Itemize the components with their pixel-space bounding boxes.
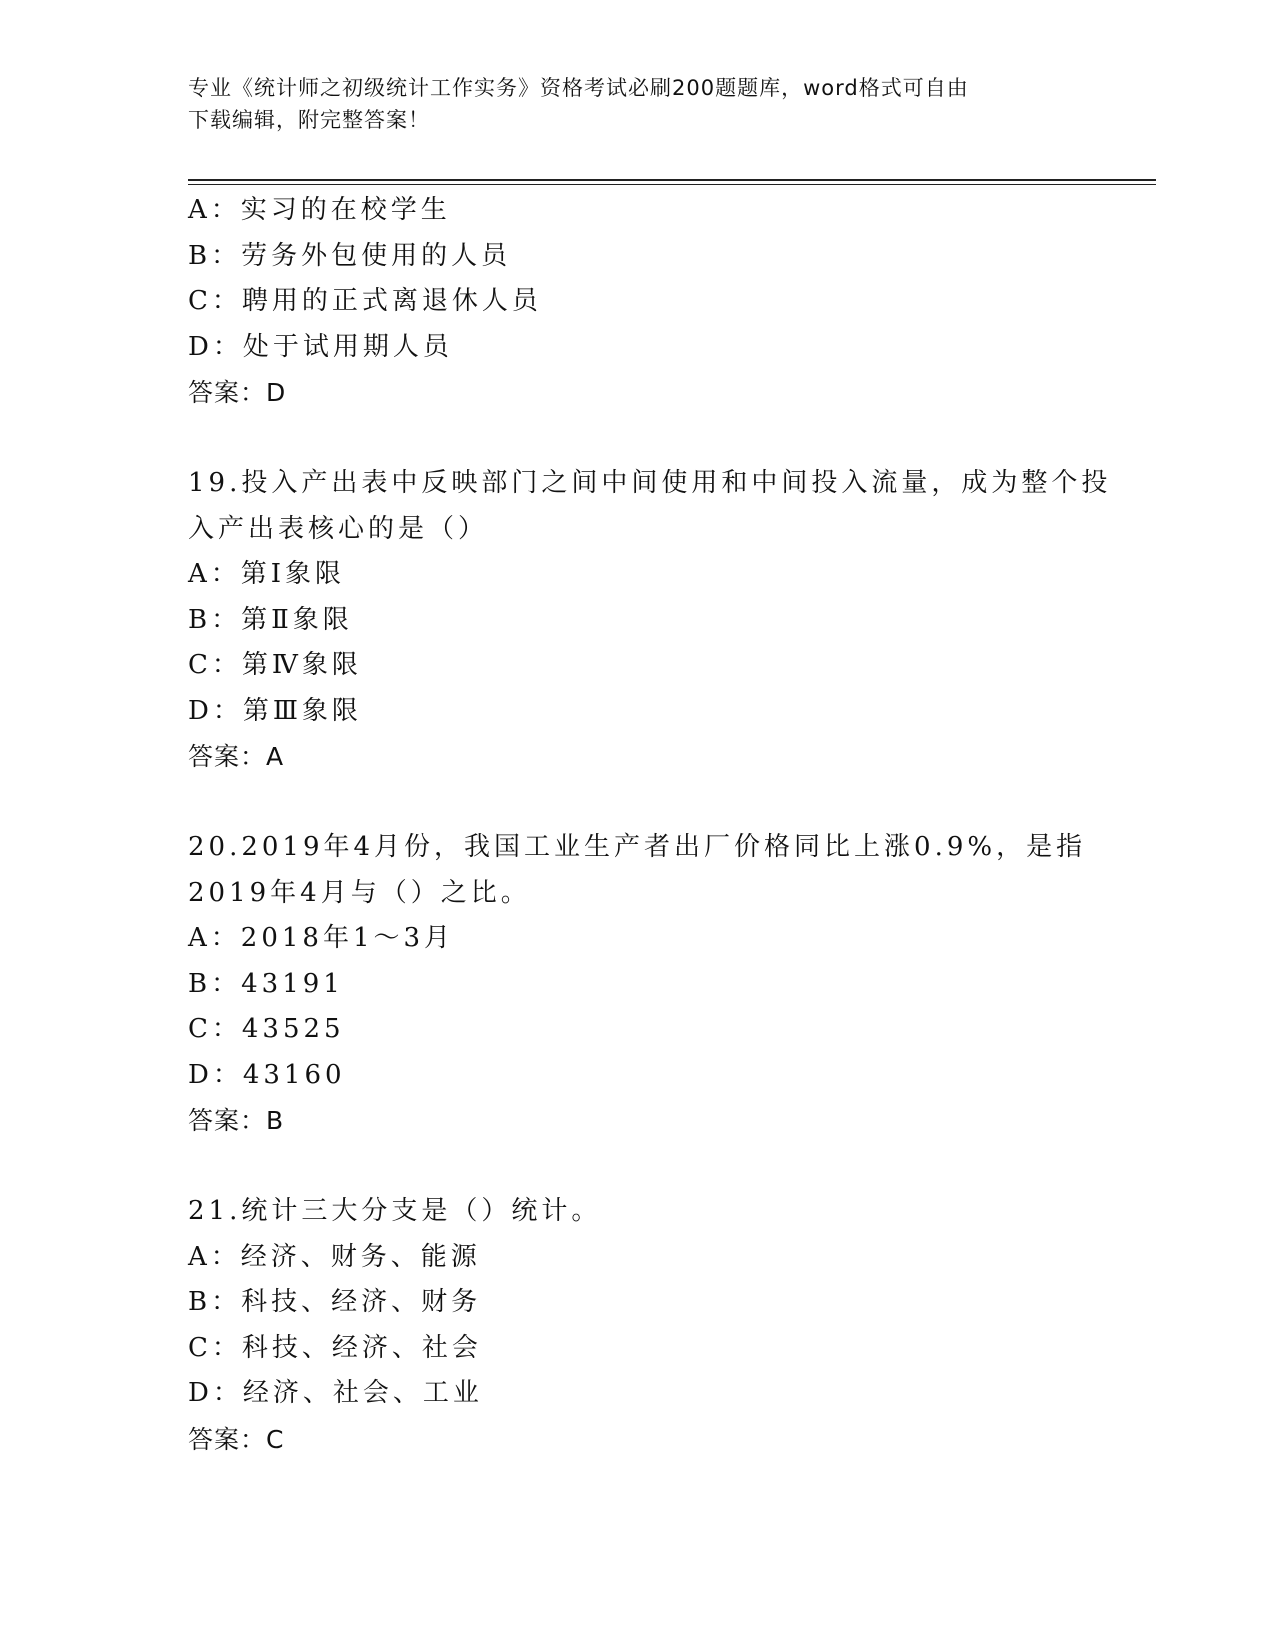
- option-d: D：43160: [188, 1059, 346, 1090]
- question-21: [188, 1189, 1088, 1462]
- option-d: D：处于试用期人员: [188, 331, 453, 362]
- option-b: B：第Ⅱ象限: [188, 604, 353, 635]
- question-stem-continued: 2019年4月与（）之比。: [188, 877, 531, 908]
- answer-line: 答案：B: [188, 1106, 285, 1135]
- option-a: A：实习的在校学生: [188, 195, 451, 225]
- question-stem: 20.2019年4月份，我国工业生产者出厂价格同比上涨0.9%，是指: [188, 832, 1087, 862]
- document-header: [188, 72, 1068, 136]
- option-d: D：经济、社会、工业: [188, 1378, 483, 1408]
- header-line-1: 专业《统计师之初级统计工作实务》资格考试必刷200题题库，word格式可自由: [188, 76, 969, 100]
- question-stem: 19.投入产出表中反映部门之间中间使用和中间投入流量，成为整个投: [188, 468, 1112, 498]
- option-d: D：第Ⅲ象限: [188, 695, 362, 726]
- answer-line: 答案：D: [188, 378, 287, 407]
- option-c: C：第Ⅳ象限: [188, 650, 362, 680]
- header-divider-thin: [188, 184, 1156, 185]
- option-a: A：2018年1～3月: [188, 923, 455, 953]
- question-20: [188, 825, 1088, 1144]
- option-b: B：科技、经济、财务: [188, 1287, 482, 1317]
- option-c: C：科技、经济、社会: [188, 1332, 482, 1363]
- spacer: [188, 1144, 1088, 1190]
- option-a: A：经济、财务、能源: [188, 1241, 481, 1272]
- option-b: B：43191: [188, 968, 344, 999]
- answer-line: 答案：C: [188, 1424, 285, 1454]
- option-b: B：劳务外包使用的人员: [188, 240, 512, 271]
- header-line-2: 下载编辑，附完整答案！: [188, 108, 430, 132]
- spacer: [188, 780, 1088, 826]
- question-stem-continued: 入产出表核心的是（）: [188, 513, 489, 544]
- answer-line: 答案：A: [188, 742, 285, 771]
- question-18: [188, 188, 1088, 416]
- header-divider-thick: [188, 179, 1156, 181]
- option-a: A：第Ⅰ象限: [188, 559, 346, 589]
- question-19: [188, 461, 1112, 780]
- spacer: [188, 416, 1088, 462]
- option-c: C：43525: [188, 1014, 345, 1044]
- option-c: C：聘用的正式离退休人员: [188, 286, 542, 316]
- question-list: [188, 188, 1112, 1462]
- question-stem: 21.统计三大分支是（）统计。: [188, 1196, 602, 1226]
